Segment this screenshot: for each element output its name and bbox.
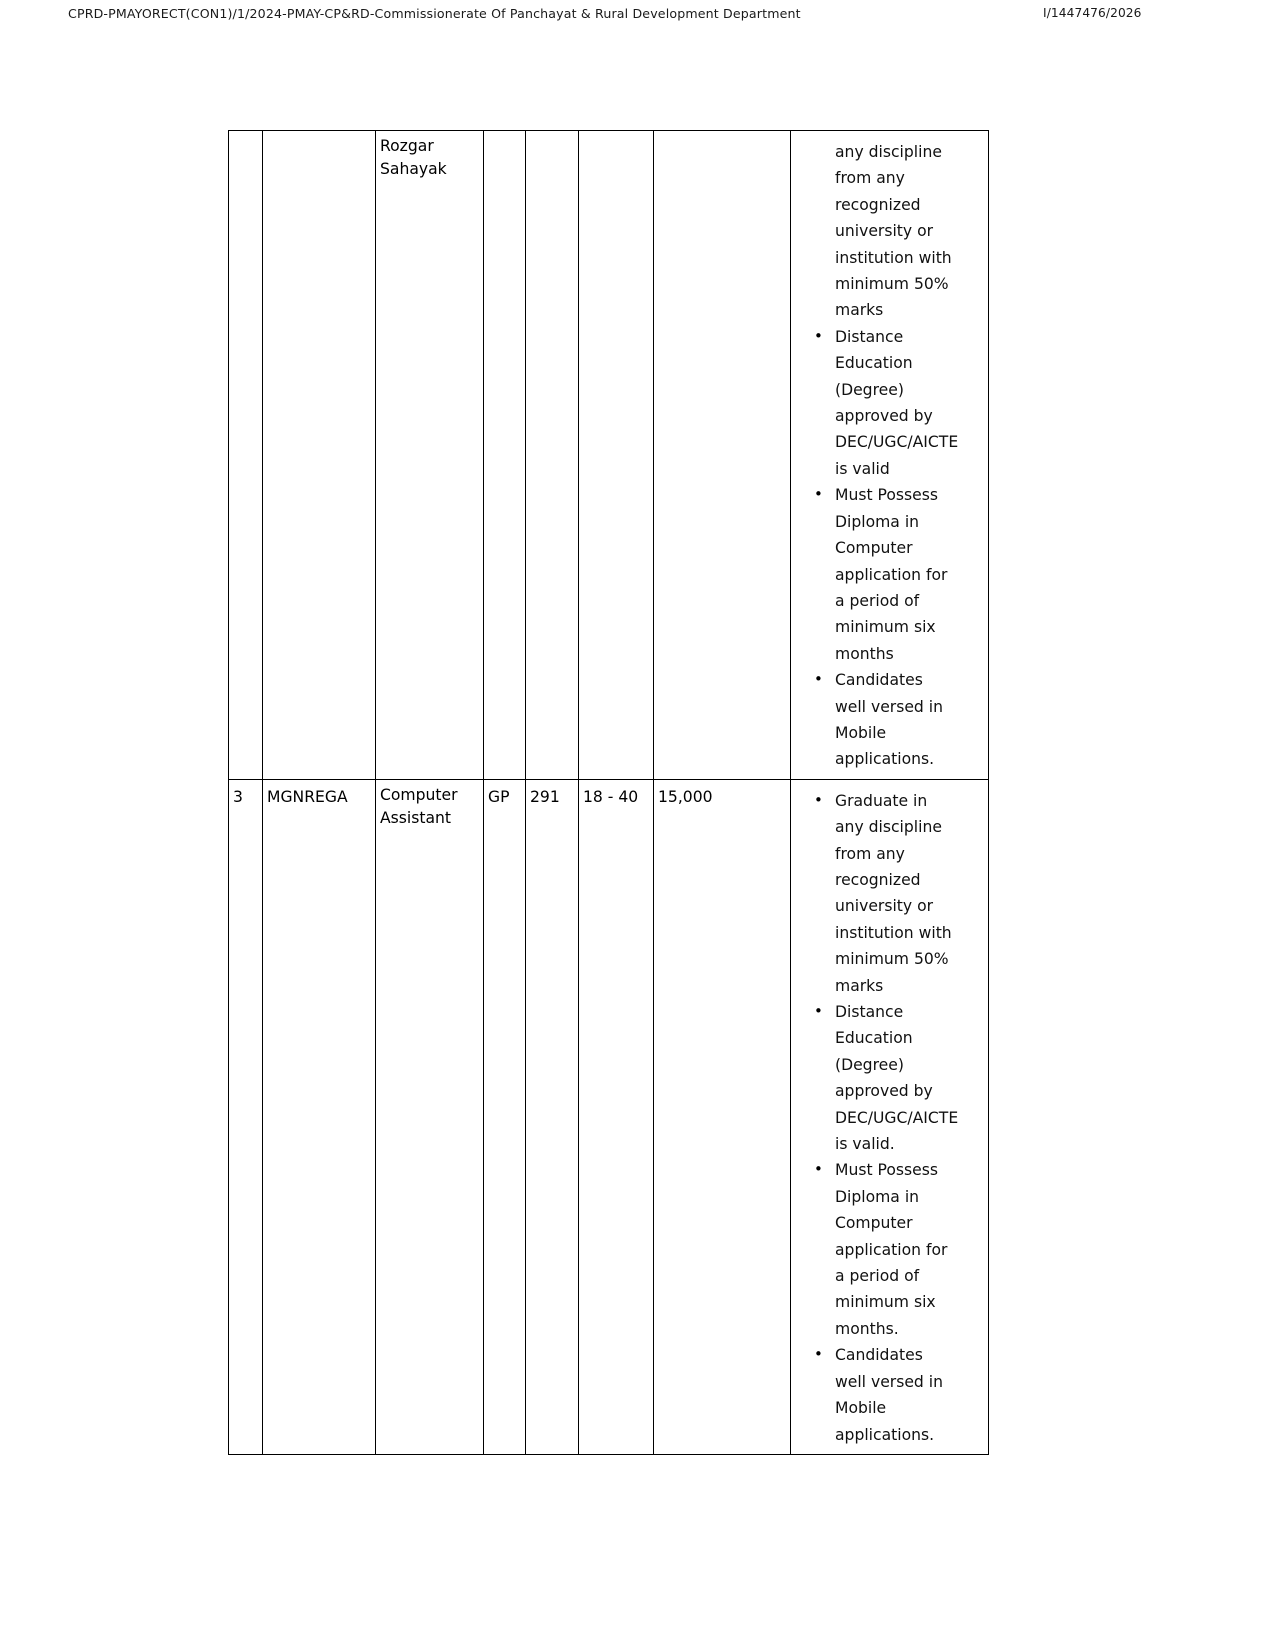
qualification-line: applications. (835, 750, 935, 769)
qualification-line: • Candidates (835, 671, 923, 690)
cell-pay (654, 131, 791, 780)
cell-scheme (263, 131, 376, 780)
qualification-line: approved by (835, 407, 933, 426)
qualification-line: minimum six (835, 618, 936, 637)
qualification-line: application for (835, 565, 948, 584)
qualification-line: applications. (835, 1425, 935, 1444)
qualification-bullet-item (835, 999, 984, 1157)
qualification-line: • Must Possess (835, 486, 939, 505)
qualification-line: any discipline (835, 818, 942, 837)
qualification-line: institution with (835, 923, 952, 942)
qualification-line: any discipline (835, 143, 942, 161)
qualification-bullet-item (835, 324, 984, 482)
qualification-line: • Graduate in (835, 791, 928, 810)
qualification-content (791, 780, 988, 1454)
qualification-line: university or (835, 222, 934, 241)
pay-value: 15,000 (658, 787, 713, 806)
post-name-value (376, 131, 483, 185)
qualification-line: application for (835, 1240, 948, 1259)
qualification-line: well versed in (835, 697, 943, 716)
qualification-line: months (835, 644, 894, 663)
post-name-line: Rozgar (380, 137, 434, 155)
vacancy-details-table (228, 130, 989, 1455)
cell-qualification (791, 779, 989, 1454)
cell-qualification (791, 131, 989, 780)
qualification-bullet-list (797, 788, 984, 1448)
vacancies-value: 291 (530, 787, 560, 806)
qualification-line: (Degree) (835, 380, 904, 399)
qualification-line: university or (835, 897, 934, 916)
cell-level (484, 779, 526, 1454)
cell-age (579, 779, 654, 1454)
qualification-line: is valid. (835, 1135, 895, 1154)
qualification-line: months. (835, 1319, 899, 1338)
qualification-line: a period of (835, 591, 920, 610)
qualification-line: approved by (835, 1082, 933, 1101)
qualification-line: DEC/UGC/AICTE (835, 433, 959, 452)
cell-scheme (263, 779, 376, 1454)
page-reference-text: I/1447476/2026 (1043, 6, 1142, 20)
qualification-line: is valid (835, 459, 890, 478)
level-value (484, 131, 525, 139)
scheme-value (263, 131, 375, 139)
qualification-line: Mobile (835, 723, 887, 742)
age-value (579, 131, 653, 139)
post-name-line: Sahayak (380, 160, 447, 178)
qualification-bullet-item (835, 1157, 984, 1342)
qualification-continuation (797, 139, 984, 324)
qualification-line: institution with (835, 248, 952, 267)
qualification-bullet-item (835, 482, 984, 667)
qualification-line: recognized (835, 195, 921, 214)
qualification-line: from any (835, 169, 905, 188)
page-header (0, 6, 1275, 32)
cell-level (484, 131, 526, 780)
qualification-line: • Must Possess (835, 1161, 939, 1180)
post-name-line: Assistant (380, 808, 452, 827)
scheme-value: MGNREGA (267, 787, 348, 806)
qualification-content (791, 131, 988, 779)
qualification-line: from any (835, 844, 905, 863)
level-value: GP (488, 787, 510, 806)
file-reference-text: CPRD-PMAYORECT(CON1)/1/2024-PMAY-CP&RD-Commissionerate Of Panchayat & Rural Development Department (68, 6, 801, 21)
qualification-line: marks (835, 976, 884, 995)
post-name-value (376, 780, 483, 834)
pay-value (654, 131, 790, 139)
table-row (229, 131, 989, 780)
cell-sl-no (229, 779, 263, 1454)
qualification-line: Computer (835, 539, 913, 558)
vacancies-value (526, 131, 578, 139)
sl-no-value: 3 (233, 787, 243, 806)
qualification-line: minimum six (835, 1293, 936, 1312)
qualification-line: Mobile (835, 1399, 887, 1418)
qualification-line: Education (835, 354, 913, 373)
qualification-line: (Degree) (835, 1055, 904, 1074)
cell-age (579, 131, 654, 780)
qualification-line: DEC/UGC/AICTE (835, 1108, 959, 1127)
qualification-line: recognized (835, 870, 921, 889)
cell-post-name (376, 779, 484, 1454)
age-value: 18 - 40 (583, 787, 639, 806)
qualification-line: Diploma in (835, 512, 920, 531)
qualification-line: • Distance (835, 1003, 904, 1021)
qualification-line: • Candidates (835, 1346, 923, 1365)
qualification-line: minimum 50% (835, 275, 949, 294)
cell-vacancies (526, 779, 579, 1454)
qualification-line: Education (835, 1029, 913, 1048)
qualification-line: minimum 50% (835, 950, 949, 969)
table-row (229, 779, 989, 1454)
cell-pay (654, 779, 791, 1454)
qualification-line: Computer (835, 1214, 913, 1233)
qualification-bullet-item (835, 667, 984, 773)
post-name-line: Computer (380, 785, 458, 804)
qualification-line: well versed in (835, 1372, 943, 1391)
qualification-line: a period of (835, 1267, 920, 1286)
qualification-bullet-list (797, 324, 984, 773)
cell-sl-no (229, 131, 263, 780)
qualification-line: Diploma in (835, 1187, 920, 1206)
qualification-bullet-item (835, 1342, 984, 1448)
qualification-line: • Distance (835, 327, 904, 346)
sl-no-value (229, 131, 262, 139)
qualification-line: marks (835, 301, 884, 320)
cell-vacancies (526, 131, 579, 780)
cell-post-name (376, 131, 484, 780)
qualification-bullet-item (835, 788, 984, 999)
